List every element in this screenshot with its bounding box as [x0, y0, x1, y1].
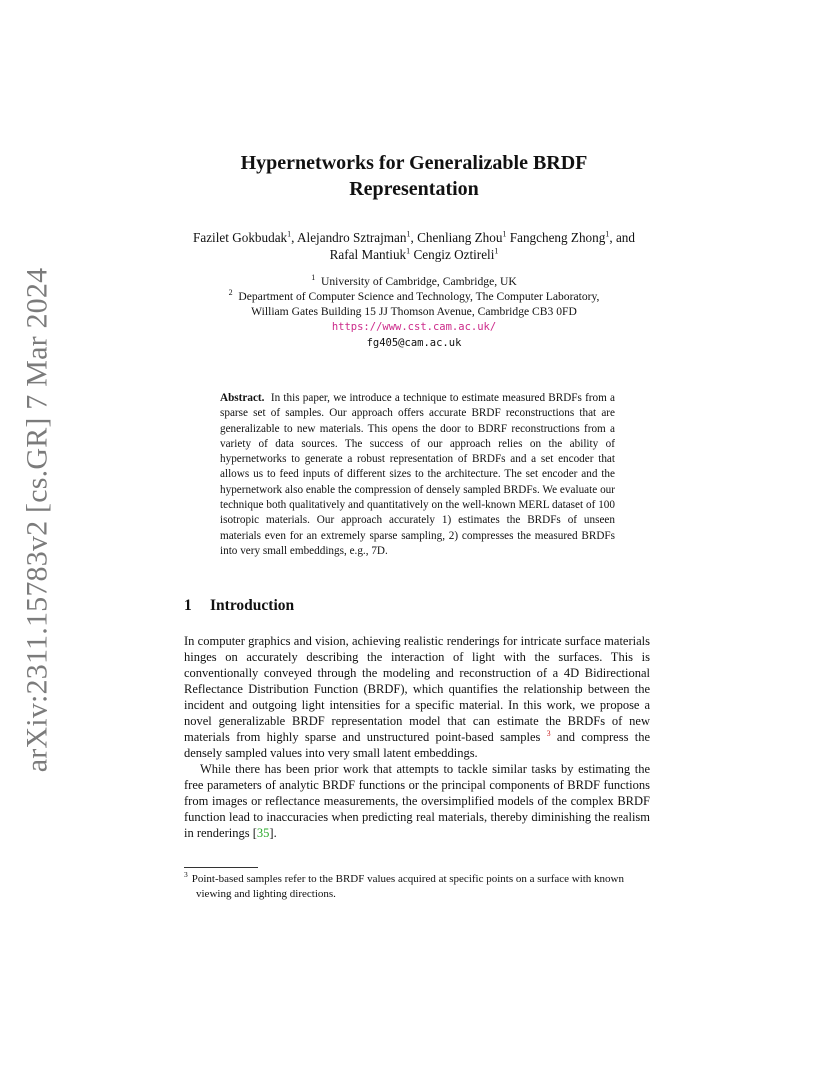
paragraph-text: and compress the densely sampled values into very small latent embeddings. [184, 730, 651, 760]
affiliation-number: 1 [311, 273, 316, 283]
affiliations [170, 274, 658, 351]
arxiv-identifier-stamp [14, 267, 60, 773]
contact-email: fg405@cam.ac.uk [366, 337, 462, 349]
footnote-divider [184, 867, 258, 868]
affiliation-2-address: William Gates Building 15 JJ Thomson Avenue, Cambridge CB3 0FD [251, 305, 577, 318]
section-title: Introduction [210, 597, 295, 614]
arxiv-identifier-text: arXiv:2311.15783v2 [cs.GR] 7 Mar 2024 [20, 267, 53, 773]
author-list [180, 229, 648, 263]
footnote-reference-link[interactable]: 3 [546, 728, 551, 738]
department-url-link[interactable]: https://www.cst.cam.ac.uk/ [331, 321, 497, 333]
author-separator: , [410, 230, 418, 245]
section-number: 1 [184, 597, 192, 614]
affiliation-marker: 1 [502, 229, 507, 239]
paper-title-line-1: Hypernetworks for Generalizable BRDF [240, 152, 588, 174]
affiliation-marker: 1 [605, 229, 610, 239]
paragraph-text: ]. [269, 826, 277, 840]
author-name: Fazilet Gokbudak [193, 230, 288, 245]
affiliation-marker: 1 [406, 246, 411, 256]
paragraph [184, 761, 650, 841]
author-separator: , [609, 230, 616, 245]
citation-link[interactable]: 35 [256, 826, 270, 840]
paper-title-line-2: Representation [349, 178, 479, 200]
footnote [184, 872, 652, 902]
paragraph [184, 633, 650, 761]
affiliation-text: Department of Computer Science and Technology, The Computer Laboratory, [238, 290, 600, 303]
author-name: Cengiz Oztireli [413, 247, 495, 262]
affiliation-marker: 1 [287, 229, 292, 239]
author-name: Alejandro Sztrajman [297, 230, 407, 245]
section-heading [184, 597, 294, 615]
author-name: Chenliang Zhou [417, 230, 503, 245]
affiliation-marker: 1 [406, 229, 411, 239]
paper-title [0, 150, 828, 202]
affiliation-1 [170, 274, 658, 289]
footnote-text: Point-based samples refer to the BRDF values acquired at specific points on a surface with known viewing and lighting directions. [191, 873, 624, 900]
paragraph-text: While there has been prior work that attempts to tackle similar tasks by estimating the free parameters of analytic BRDF functions or the principal components of BRDF functions from images or reflectance measurements, the oversimplified models of the complex BRDF function lead to inaccuracies when predicting real materials, thereby diminishing the realism in renderings [ [184, 762, 650, 840]
abstract-text: In this paper, we introduce a technique to estimate measured BRDFs from a sparse set of samples. Our approach offers accurate BRDF reconstructions that are generalizable to new materials. This opens the door to BDRF reconstructions from a variety of data sources. The success of our approach relies on the ability of hypernetworks to generate a robust representation of BRDFs and a set encoder that allows us to feed inputs of different sizes to the architecture. The set encoder and the hypernetwork also enable the compression of densely sampled BRDFs. We evaluate our technique both qualitatively and quantitatively on the well-known MERL dataset of 100 isotropic materials. Our approach accurately 1) estimates the BRDFs of unseen materials even for an extremely sparse sampling, 2) compresses the measured BRDFs into very small embeddings, e.g., 7D. [220, 392, 616, 557]
body-text [184, 633, 650, 841]
author-name: Fangcheng Zhong [509, 230, 606, 245]
paragraph-text: In computer graphics and vision, achieving realistic renderings for intricate surface materials hinges on accurately describing the interaction of light with the surfaces. This is conventionally conveyed through the modeling and reconstruction of a 4D Bidirectional Reflectance Distribution Function (BRDF), which quantifies the relationship between the incident and outgoing light intensities for a specific material. In this work, we propose a novel generalizable BRDF representation model that can estimate the BRDFs of new materials from highly sparse and unstructured point-based samples [184, 634, 650, 744]
author-separator: , [291, 230, 298, 245]
author-name: and Rafal Mantiuk [329, 230, 635, 262]
abstract-label: Abstract. [220, 392, 265, 404]
affiliation-2 [170, 289, 658, 304]
footnote-number: 3 [184, 870, 188, 880]
affiliation-number: 2 [228, 288, 233, 298]
abstract [220, 391, 615, 559]
affiliation-text: University of Cambridge, Cambridge, UK [321, 275, 517, 288]
affiliation-marker: 1 [494, 246, 499, 256]
